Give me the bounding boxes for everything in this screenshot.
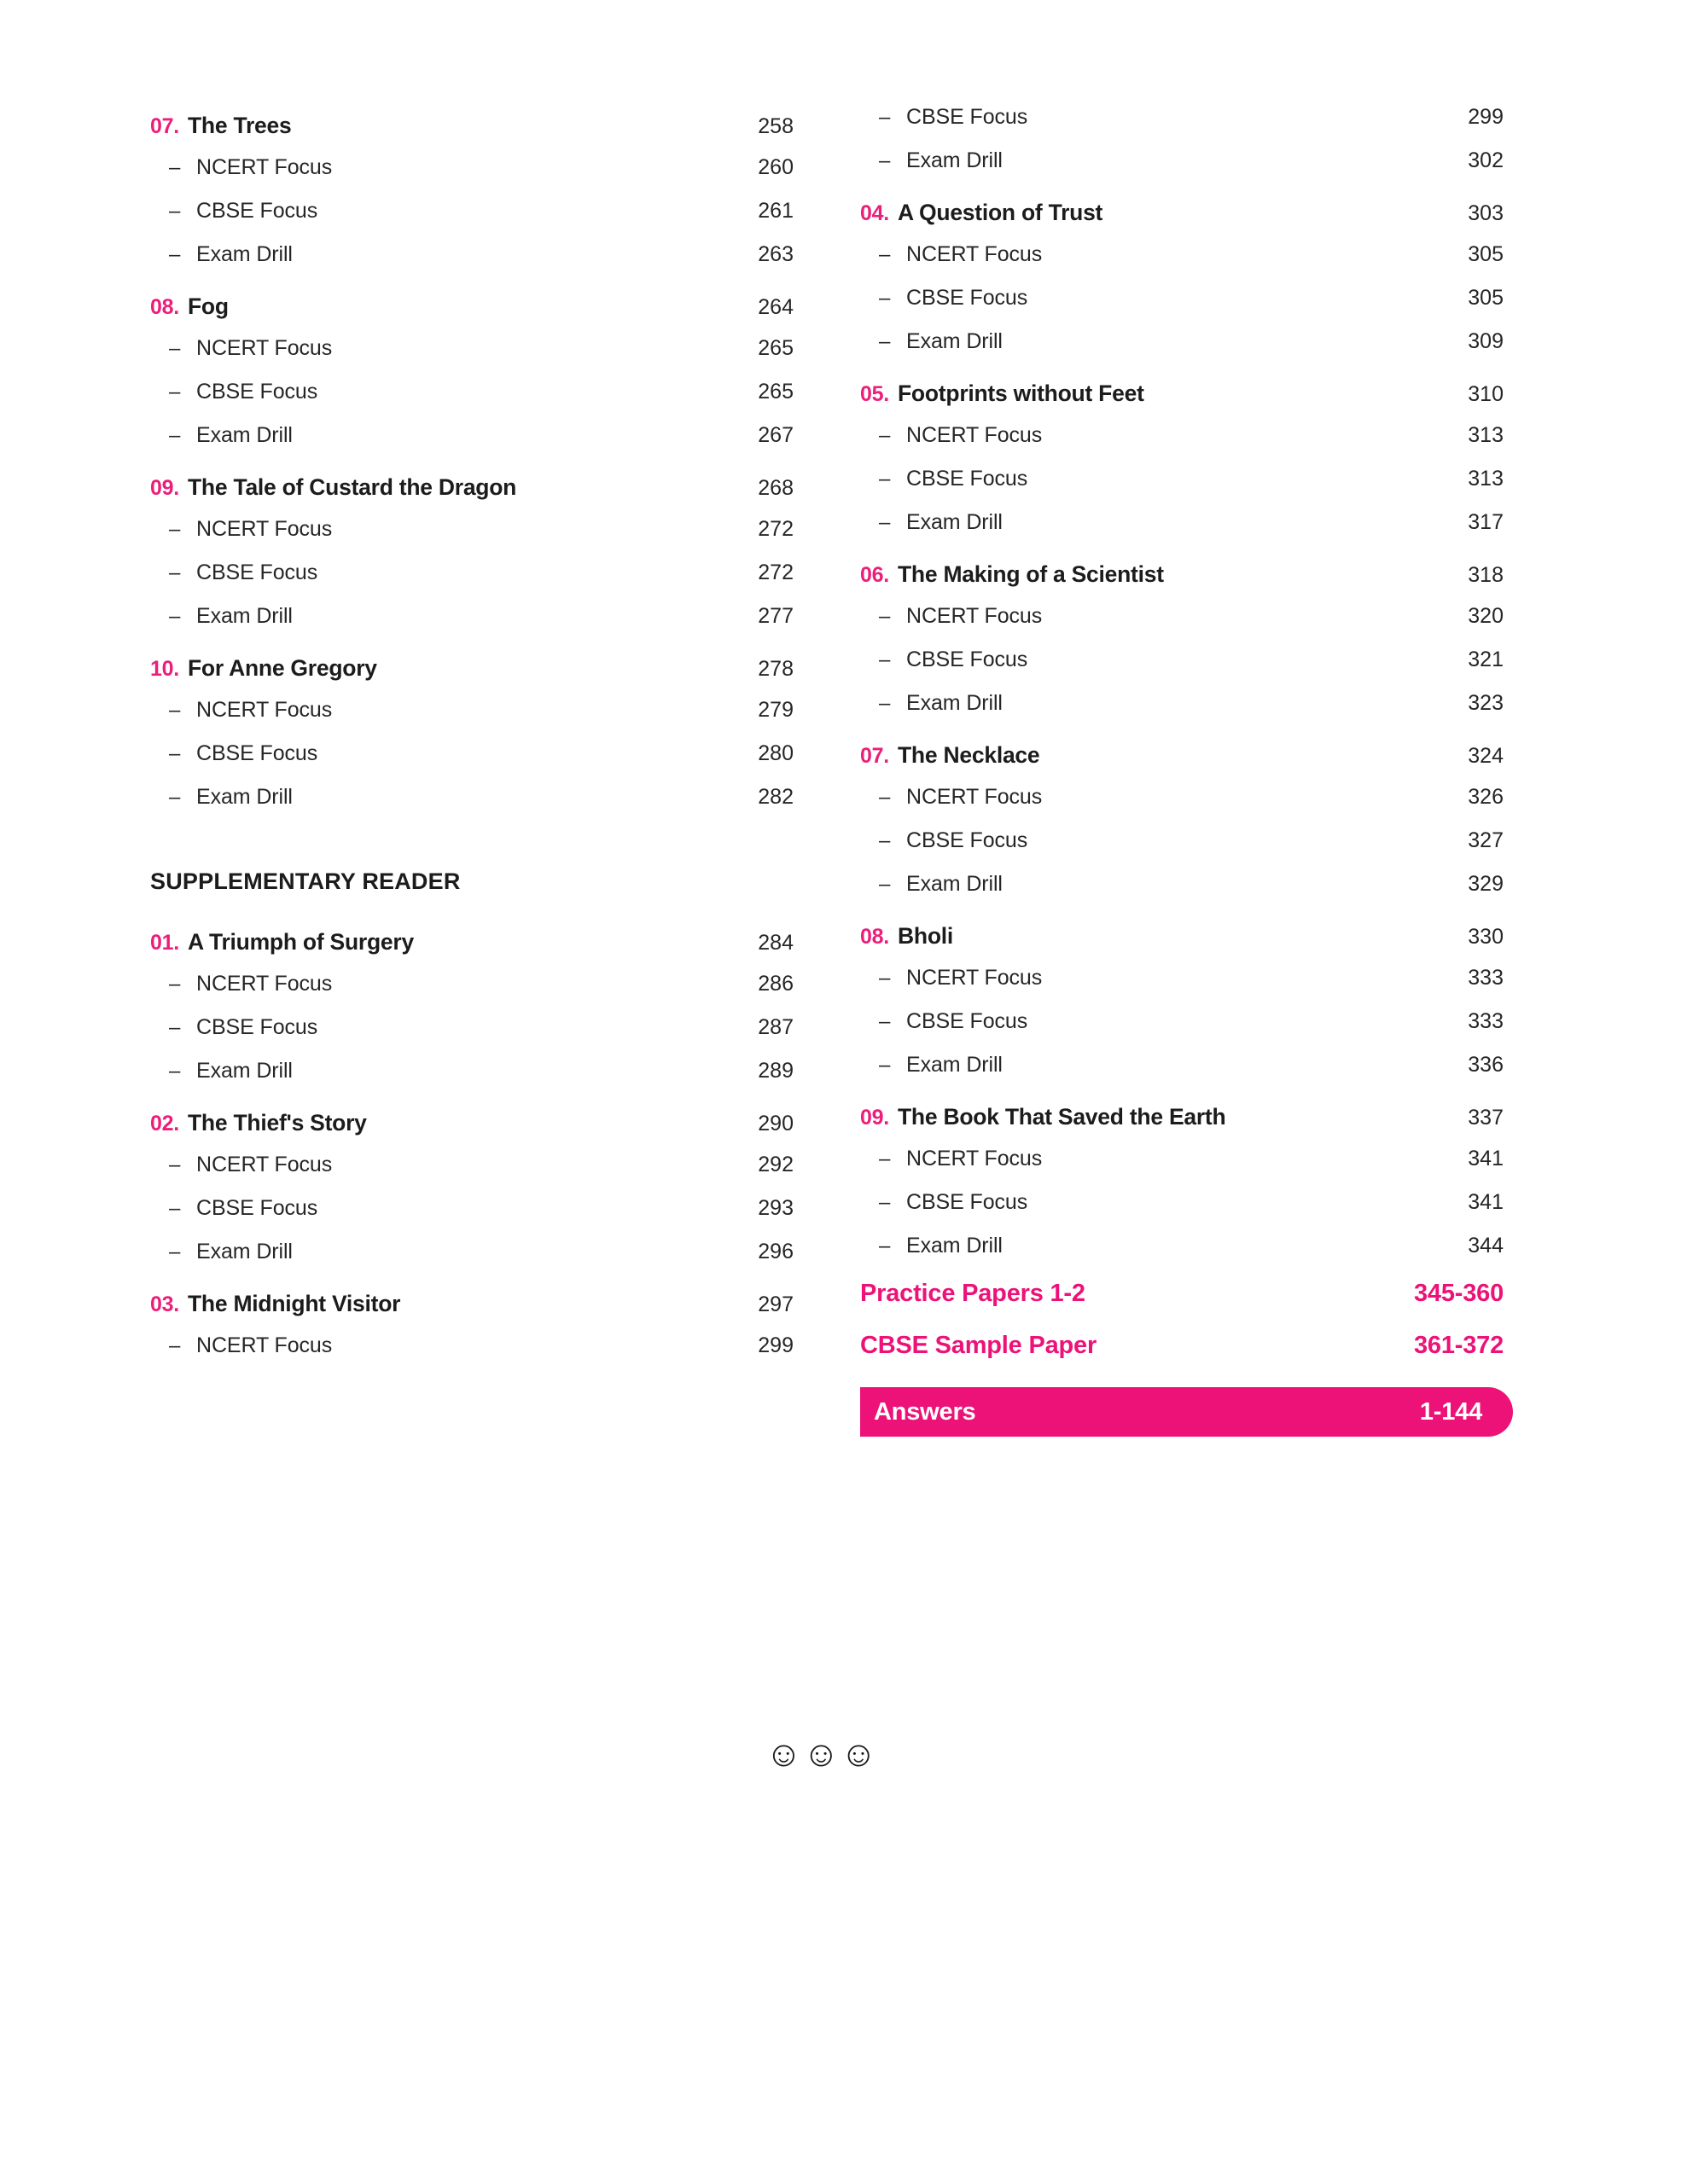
subsection-page-number: 341 xyxy=(1468,1147,1504,1170)
chapter-page-number: 264 xyxy=(758,295,794,319)
highlight-page-range: 361-372 xyxy=(1413,1332,1504,1359)
toc-subsection-row[interactable] xyxy=(860,1043,1534,1087)
toc-subsection-row[interactable] xyxy=(150,1187,824,1230)
subsection-page-number: 287 xyxy=(758,1015,794,1039)
dash-bullet-icon: – xyxy=(169,380,181,404)
subsection-label: CBSE Focus xyxy=(196,199,318,223)
dash-bullet-icon: – xyxy=(169,156,181,179)
subsection-label: NCERT Focus xyxy=(906,423,1043,447)
subsection-label: NCERT Focus xyxy=(196,972,333,996)
chapter-number: 08. xyxy=(150,295,179,319)
subsection-page-number: 289 xyxy=(758,1059,794,1083)
toc-chapter-row[interactable] xyxy=(150,287,824,327)
chapter-page-number: 337 xyxy=(1468,1106,1504,1130)
dash-bullet-icon: – xyxy=(879,873,891,896)
chapter-number: 06. xyxy=(860,563,889,587)
dash-bullet-icon: – xyxy=(879,605,891,628)
subsection-page-number: 265 xyxy=(758,336,794,360)
subsection-page-number: 277 xyxy=(758,604,794,628)
subsection-label: NCERT Focus xyxy=(196,1333,333,1357)
dash-bullet-icon: – xyxy=(879,1010,891,1033)
toc-subsection-row[interactable] xyxy=(150,595,824,638)
chapter-title: Bholi xyxy=(898,923,953,949)
dash-bullet-icon: – xyxy=(879,106,891,129)
subsection-label: NCERT Focus xyxy=(906,785,1043,809)
chapter-page-number: 318 xyxy=(1468,563,1504,587)
dash-bullet-icon: – xyxy=(879,786,891,809)
dash-bullet-icon: – xyxy=(169,1060,181,1083)
answers-page-range: 1-144 xyxy=(1419,1397,1482,1426)
toc-subsection-row[interactable] xyxy=(860,96,1534,139)
toc-subsection-row[interactable] xyxy=(860,682,1534,725)
subsection-label: NCERT Focus xyxy=(196,336,333,360)
dash-bullet-icon: – xyxy=(169,1334,181,1357)
dash-bullet-icon: – xyxy=(879,829,891,852)
toc-subsection-row[interactable] xyxy=(860,956,1534,1000)
subsection-label: CBSE Focus xyxy=(196,561,318,584)
toc-columns xyxy=(150,96,1550,1437)
subsection-page-number: 299 xyxy=(1468,105,1504,129)
subsection-label: Exam Drill xyxy=(906,148,1003,172)
toc-chapter-row[interactable] xyxy=(860,555,1534,595)
chapter-title: The Trees xyxy=(188,113,292,138)
toc-subsection-row[interactable] xyxy=(150,962,824,1006)
toc-chapter-row[interactable] xyxy=(150,468,824,508)
toc-subsection-row[interactable] xyxy=(860,1181,1534,1224)
chapter-number: 03. xyxy=(150,1292,179,1316)
chapter-number: 05. xyxy=(860,382,889,406)
toc-subsection-row[interactable] xyxy=(860,638,1534,682)
subsection-label: NCERT Focus xyxy=(196,698,333,722)
dash-bullet-icon: – xyxy=(169,1197,181,1220)
smiley-decoration-icon: ☺☺☺ xyxy=(765,1734,878,1774)
toc-subsection-row[interactable] xyxy=(860,1224,1534,1268)
chapter-title: The Midnight Visitor xyxy=(188,1291,401,1316)
subsection-page-number: 260 xyxy=(758,155,794,179)
dash-bullet-icon: – xyxy=(169,786,181,809)
dash-bullet-icon: – xyxy=(169,200,181,223)
section-heading: SUPPLEMENTARY READER xyxy=(150,868,461,894)
subsection-page-number: 267 xyxy=(758,423,794,447)
chapter-title: Footprints without Feet xyxy=(898,380,1144,406)
toc-subsection-row[interactable] xyxy=(150,732,824,775)
subsection-page-number: 265 xyxy=(758,380,794,404)
toc-subsection-row[interactable] xyxy=(150,414,824,457)
dash-bullet-icon: – xyxy=(879,1234,891,1258)
subsection-label: NCERT Focus xyxy=(906,966,1043,990)
subsection-page-number: 261 xyxy=(758,199,794,223)
toc-subsection-row[interactable] xyxy=(860,320,1534,363)
highlight-label: CBSE Sample Paper xyxy=(860,1332,1097,1359)
subsection-page-number: 280 xyxy=(758,741,794,765)
toc-chapter-row[interactable] xyxy=(860,193,1534,233)
subsection-label: CBSE Focus xyxy=(906,1190,1028,1214)
subsection-page-number: 282 xyxy=(758,785,794,809)
subsection-label: CBSE Focus xyxy=(906,467,1028,491)
subsection-page-number: 336 xyxy=(1468,1053,1504,1077)
toc-chapter-row[interactable] xyxy=(150,1103,824,1143)
chapter-number: 09. xyxy=(150,476,179,500)
toc-subsection-row[interactable] xyxy=(150,1230,824,1274)
toc-highlight-row[interactable] xyxy=(860,1320,1534,1372)
dash-bullet-icon: – xyxy=(879,468,891,491)
dash-bullet-icon: – xyxy=(169,337,181,360)
subsection-label: NCERT Focus xyxy=(906,242,1043,266)
dash-bullet-icon: – xyxy=(879,692,891,715)
subsection-label: Exam Drill xyxy=(196,1240,293,1263)
subsection-page-number: 302 xyxy=(1468,148,1504,172)
dash-bullet-icon: – xyxy=(879,648,891,671)
dash-bullet-icon: – xyxy=(169,742,181,765)
toc-subsection-row[interactable] xyxy=(150,688,824,732)
subsection-label: NCERT Focus xyxy=(196,155,333,179)
subsection-page-number: 272 xyxy=(758,561,794,584)
subsection-page-number: 279 xyxy=(758,698,794,722)
toc-subsection-row[interactable] xyxy=(860,501,1534,544)
toc-subsection-row[interactable] xyxy=(860,1137,1534,1181)
highlight-label: Practice Papers 1-2 xyxy=(860,1280,1085,1307)
subsection-page-number: 313 xyxy=(1468,467,1504,491)
dash-bullet-icon: – xyxy=(879,511,891,534)
toc-subsection-row[interactable] xyxy=(860,276,1534,320)
subsection-page-number: 263 xyxy=(758,242,794,266)
toc-subsection-row[interactable] xyxy=(860,775,1534,819)
toc-chapter-row[interactable] xyxy=(150,922,824,962)
subsection-label: NCERT Focus xyxy=(906,1147,1043,1170)
subsection-label: Exam Drill xyxy=(906,1053,1003,1077)
dash-bullet-icon: – xyxy=(169,243,181,266)
subsection-label: NCERT Focus xyxy=(196,517,333,541)
chapter-page-number: 290 xyxy=(758,1112,794,1136)
chapter-title: The Tale of Custard the Dragon xyxy=(188,474,517,500)
chapter-title: Fog xyxy=(188,293,229,319)
dash-bullet-icon: – xyxy=(879,1191,891,1214)
chapter-title: The Necklace xyxy=(898,742,1040,768)
dash-bullet-icon: – xyxy=(169,1153,181,1176)
toc-chapter-row[interactable] xyxy=(860,735,1534,775)
toc-left-column xyxy=(150,96,824,1437)
dash-bullet-icon: – xyxy=(879,287,891,310)
chapter-number: 02. xyxy=(150,1112,179,1136)
toc-subsection-row[interactable] xyxy=(150,551,824,595)
toc-subsection-row[interactable] xyxy=(150,146,824,189)
chapter-title: The Making of a Scientist xyxy=(898,561,1164,587)
dash-bullet-icon: – xyxy=(879,149,891,172)
dash-bullet-icon: – xyxy=(169,518,181,541)
toc-subsection-row[interactable] xyxy=(150,1143,824,1187)
toc-subsection-row[interactable] xyxy=(860,863,1534,906)
subsection-page-number: 305 xyxy=(1468,286,1504,310)
subsection-page-number: 292 xyxy=(758,1153,794,1176)
subsection-page-number: 333 xyxy=(1468,966,1504,990)
subsection-page-number: 326 xyxy=(1468,785,1504,809)
subsection-page-number: 321 xyxy=(1468,648,1504,671)
subsection-label: Exam Drill xyxy=(906,329,1003,353)
toc-right-column xyxy=(860,96,1534,1437)
dash-bullet-icon: – xyxy=(169,605,181,628)
chapter-title: The Thief's Story xyxy=(188,1110,367,1136)
subsection-label: Exam Drill xyxy=(906,1234,1003,1258)
subsection-label: CBSE Focus xyxy=(196,380,318,404)
dash-bullet-icon: – xyxy=(169,1240,181,1263)
answers-banner[interactable] xyxy=(860,1387,1513,1437)
subsection-label: Exam Drill xyxy=(196,604,293,628)
toc-subsection-row[interactable] xyxy=(860,595,1534,638)
chapter-page-number: 278 xyxy=(758,657,794,681)
toc-subsection-row[interactable] xyxy=(150,1049,824,1093)
subsection-label: CBSE Focus xyxy=(906,1009,1028,1033)
answers-label: Answers xyxy=(874,1397,976,1426)
toc-highlight-row[interactable] xyxy=(860,1268,1534,1320)
toc-subsection-row[interactable] xyxy=(150,1324,824,1368)
subsection-page-number: 296 xyxy=(758,1240,794,1263)
toc-subsection-row[interactable] xyxy=(150,327,824,370)
dash-bullet-icon: – xyxy=(169,424,181,447)
toc-subsection-row[interactable] xyxy=(150,1006,824,1049)
toc-subsection-row[interactable] xyxy=(860,233,1534,276)
toc-subsection-row[interactable] xyxy=(150,775,824,819)
chapter-number: 09. xyxy=(860,1106,889,1130)
chapter-page-number: 324 xyxy=(1468,744,1504,768)
chapter-number: 07. xyxy=(150,114,179,138)
toc-chapter-row[interactable] xyxy=(860,374,1534,414)
chapter-number: 04. xyxy=(860,201,889,225)
subsection-page-number: 313 xyxy=(1468,423,1504,447)
subsection-label: Exam Drill xyxy=(196,242,293,266)
chapter-title: A Triumph of Surgery xyxy=(188,929,414,955)
toc-chapter-row[interactable] xyxy=(150,648,824,688)
subsection-label: Exam Drill xyxy=(906,872,1003,896)
dash-bullet-icon: – xyxy=(879,1054,891,1077)
chapter-page-number: 303 xyxy=(1468,201,1504,225)
subsection-page-number: 327 xyxy=(1468,828,1504,852)
toc-subsection-row[interactable] xyxy=(860,1000,1534,1043)
dash-bullet-icon: – xyxy=(169,1016,181,1039)
toc-subsection-row[interactable] xyxy=(150,189,824,233)
subsection-label: CBSE Focus xyxy=(906,286,1028,310)
subsection-label: Exam Drill xyxy=(196,423,293,447)
toc-chapter-row[interactable] xyxy=(150,106,824,146)
chapter-page-number: 284 xyxy=(758,931,794,955)
subsection-page-number: 341 xyxy=(1468,1190,1504,1214)
subsection-label: CBSE Focus xyxy=(906,828,1028,852)
subsection-label: Exam Drill xyxy=(906,691,1003,715)
chapter-page-number: 310 xyxy=(1468,382,1504,406)
dash-bullet-icon: – xyxy=(169,973,181,996)
subsection-label: NCERT Focus xyxy=(196,1153,333,1176)
toc-chapter-row[interactable] xyxy=(860,916,1534,956)
subsection-page-number: 320 xyxy=(1468,604,1504,628)
subsection-label: CBSE Focus xyxy=(906,105,1028,129)
dash-bullet-icon: – xyxy=(169,561,181,584)
subsection-label: Exam Drill xyxy=(906,510,1003,534)
chapter-page-number: 330 xyxy=(1468,925,1504,949)
subsection-label: Exam Drill xyxy=(196,1059,293,1083)
chapter-page-number: 268 xyxy=(758,476,794,500)
dash-bullet-icon: – xyxy=(879,1147,891,1170)
subsection-label: CBSE Focus xyxy=(906,648,1028,671)
toc-subsection-row[interactable] xyxy=(150,233,824,276)
subsection-label: Exam Drill xyxy=(196,785,293,809)
chapter-page-number: 297 xyxy=(758,1292,794,1316)
subsection-label: CBSE Focus xyxy=(196,741,318,765)
subsection-page-number: 333 xyxy=(1468,1009,1504,1033)
toc-subsection-row[interactable] xyxy=(860,457,1534,501)
toc-subsection-row[interactable] xyxy=(860,139,1534,183)
toc-chapter-row[interactable] xyxy=(150,1284,824,1324)
toc-subsection-row[interactable] xyxy=(860,819,1534,863)
highlight-page-range: 345-360 xyxy=(1413,1280,1504,1307)
dash-bullet-icon: – xyxy=(879,424,891,447)
chapter-number: 07. xyxy=(860,744,889,768)
subsection-page-number: 293 xyxy=(758,1196,794,1220)
subsection-page-number: 272 xyxy=(758,517,794,541)
dash-bullet-icon: – xyxy=(879,330,891,353)
toc-subsection-row[interactable] xyxy=(150,370,824,414)
dash-bullet-icon: – xyxy=(169,699,181,722)
toc-subsection-row[interactable] xyxy=(150,508,824,551)
subsection-label: CBSE Focus xyxy=(196,1196,318,1220)
chapter-number: 10. xyxy=(150,657,179,681)
subsection-label: NCERT Focus xyxy=(906,604,1043,628)
chapter-title: For Anne Gregory xyxy=(188,655,377,681)
subsection-page-number: 305 xyxy=(1468,242,1504,266)
toc-subsection-row[interactable] xyxy=(860,414,1534,457)
chapter-number: 08. xyxy=(860,925,889,949)
subsection-page-number: 323 xyxy=(1468,691,1504,715)
chapter-title: The Book That Saved the Earth xyxy=(898,1104,1226,1130)
subsection-page-number: 286 xyxy=(758,972,794,996)
subsection-page-number: 317 xyxy=(1468,510,1504,534)
dash-bullet-icon: – xyxy=(879,243,891,266)
subsection-page-number: 299 xyxy=(758,1333,794,1357)
subsection-page-number: 329 xyxy=(1468,872,1504,896)
subsection-page-number: 344 xyxy=(1468,1234,1504,1258)
chapter-number: 01. xyxy=(150,931,179,955)
chapter-title: A Question of Trust xyxy=(898,200,1103,225)
chapter-page-number: 258 xyxy=(758,114,794,138)
subsection-page-number: 309 xyxy=(1468,329,1504,353)
dash-bullet-icon: – xyxy=(879,967,891,990)
subsection-label: CBSE Focus xyxy=(196,1015,318,1039)
toc-chapter-row[interactable] xyxy=(860,1097,1534,1137)
